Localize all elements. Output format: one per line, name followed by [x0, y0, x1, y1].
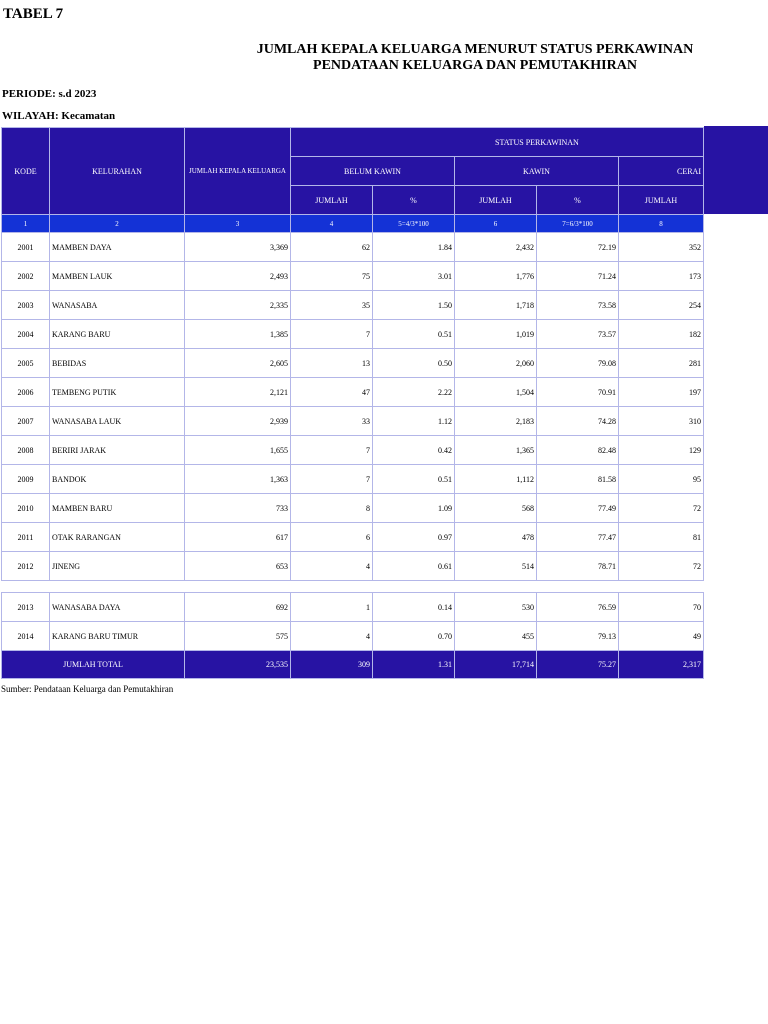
cerai-jumlah-cell: 72: [619, 494, 704, 523]
kawin-pct-header: %: [537, 186, 619, 215]
total-label: JUMLAH TOTAL: [2, 651, 185, 679]
kode-cell: 2005: [2, 349, 50, 378]
belum-kawin-pct-cell: 0.51: [373, 465, 455, 494]
jumlah-kk-cell: 733: [185, 494, 291, 523]
kode-cell: 2001: [2, 233, 50, 262]
total-kawin: 17,714: [455, 651, 537, 679]
kawin-pct-cell: 79.13: [537, 622, 619, 651]
jumlah-kk-cell: 1,363: [185, 465, 291, 494]
total-kawin-pct: 75.27: [537, 651, 619, 679]
index-cell: 6: [455, 215, 537, 233]
table-row: [2, 349, 704, 378]
table-number: TABEL 7: [3, 6, 64, 22]
kode-cell: 2012: [2, 552, 50, 581]
jumlah-kk-cell: 617: [185, 523, 291, 552]
cerai-jumlah-cell: 352: [619, 233, 704, 262]
total-row: [2, 651, 704, 679]
table-row: [2, 233, 704, 262]
total-belum-kawin-pct: 1.31: [373, 651, 455, 679]
kelurahan-cell: MAMBEN BARU: [50, 494, 185, 523]
kode-cell: 2006: [2, 378, 50, 407]
table-row: [2, 494, 704, 523]
data-table: [1, 127, 704, 679]
kelurahan-cell: BEBIDAS: [50, 349, 185, 378]
belum-kawin-jumlah-cell: 7: [291, 436, 373, 465]
kawin-pct-cell: 70.91: [537, 378, 619, 407]
row-spacer: [2, 581, 704, 593]
title-line-1: JUMLAH KEPALA KELUARGA MENURUT STATUS PERKAWINAN: [256, 42, 694, 57]
cerai-jumlah-cell: 310: [619, 407, 704, 436]
kode-cell: 2008: [2, 436, 50, 465]
belum-kawin-jumlah-cell: 4: [291, 622, 373, 651]
belum-kawin-jumlah-cell: 7: [291, 320, 373, 349]
belum-kawin-jumlah-cell: 47: [291, 378, 373, 407]
col-jumlah-kk-header: JUMLAH KEPALA KELUARGA: [185, 128, 291, 215]
kawin-pct-cell: 79.08: [537, 349, 619, 378]
kawin-jumlah-cell: 1,112: [455, 465, 537, 494]
belum-kawin-jumlah-cell: 8: [291, 494, 373, 523]
col-kode-header: KODE: [2, 128, 50, 215]
belum-kawin-jumlah-cell: 7: [291, 465, 373, 494]
index-cell: 8: [619, 215, 704, 233]
kode-cell: 2004: [2, 320, 50, 349]
table-row: [2, 465, 704, 494]
jumlah-kk-cell: 2,939: [185, 407, 291, 436]
kawin-jumlah-cell: 530: [455, 593, 537, 622]
kode-cell: 2013: [2, 593, 50, 622]
cerai-jumlah-cell: 49: [619, 622, 704, 651]
status-perkawinan-header: STATUS PERKAWINAN: [291, 128, 704, 157]
jumlah-kk-cell: 1,655: [185, 436, 291, 465]
cerai-header: CERAI: [619, 157, 704, 186]
kelurahan-cell: BERIRI JARAK: [50, 436, 185, 465]
total-belum-kawin: 309: [291, 651, 373, 679]
kode-cell: 2009: [2, 465, 50, 494]
table-row: [2, 291, 704, 320]
kode-cell: 2007: [2, 407, 50, 436]
kelurahan-cell: WANASABA LAUK: [50, 407, 185, 436]
header-extension-band: [704, 126, 768, 214]
jumlah-kk-cell: 2,121: [185, 378, 291, 407]
jumlah-kk-cell: 692: [185, 593, 291, 622]
belum-kawin-jumlah-header: JUMLAH: [291, 186, 373, 215]
index-cell: 3: [185, 215, 291, 233]
kawin-header: KAWIN: [455, 157, 619, 186]
spacer-cell: [2, 581, 704, 593]
kelurahan-cell: KARANG BARU TIMUR: [50, 622, 185, 651]
total-cerai: 2,317: [619, 651, 704, 679]
belum-kawin-pct-cell: 1.84: [373, 233, 455, 262]
jumlah-kk-cell: 2,605: [185, 349, 291, 378]
belum-kawin-pct-cell: 0.61: [373, 552, 455, 581]
kode-cell: 2011: [2, 523, 50, 552]
kawin-pct-cell: 82.48: [537, 436, 619, 465]
kawin-pct-cell: 77.49: [537, 494, 619, 523]
col-kelurahan-header: KELURAHAN: [50, 128, 185, 215]
cerai-jumlah-cell: 72: [619, 552, 704, 581]
kawin-pct-cell: 76.59: [537, 593, 619, 622]
cerai-jumlah-cell: 254: [619, 291, 704, 320]
jumlah-kk-cell: 1,385: [185, 320, 291, 349]
kawin-pct-cell: 77.47: [537, 523, 619, 552]
belum-kawin-jumlah-cell: 4: [291, 552, 373, 581]
jumlah-kk-cell: 2,335: [185, 291, 291, 320]
kelurahan-cell: JINENG: [50, 552, 185, 581]
belum-kawin-jumlah-cell: 33: [291, 407, 373, 436]
cerai-jumlah-cell: 70: [619, 593, 704, 622]
source-note: Sumber: Pendataan Keluarga dan Pemutakhiran: [1, 684, 174, 694]
kawin-jumlah-cell: 1,504: [455, 378, 537, 407]
kelurahan-cell: MAMBEN LAUK: [50, 262, 185, 291]
table-row: [2, 320, 704, 349]
belum-kawin-jumlah-cell: 6: [291, 523, 373, 552]
cerai-jumlah-cell: 173: [619, 262, 704, 291]
page-title: [230, 42, 720, 74]
kawin-pct-cell: 74.28: [537, 407, 619, 436]
table-row: [2, 593, 704, 622]
belum-kawin-pct-header: %: [373, 186, 455, 215]
table-row: [2, 407, 704, 436]
kawin-jumlah-cell: 455: [455, 622, 537, 651]
total-jumlah-kk: 23,535: [185, 651, 291, 679]
kawin-jumlah-cell: 1,776: [455, 262, 537, 291]
table-body: [2, 233, 704, 679]
table-row: [2, 436, 704, 465]
belum-kawin-pct-cell: 1.50: [373, 291, 455, 320]
kawin-jumlah-cell: 514: [455, 552, 537, 581]
kelurahan-cell: OTAK RARANGAN: [50, 523, 185, 552]
belum-kawin-header: BELUM KAWIN: [291, 157, 455, 186]
kelurahan-cell: WANASABA DAYA: [50, 593, 185, 622]
index-cell: 4: [291, 215, 373, 233]
kawin-jumlah-cell: 568: [455, 494, 537, 523]
kode-cell: 2010: [2, 494, 50, 523]
belum-kawin-pct-cell: 2.22: [373, 378, 455, 407]
belum-kawin-pct-cell: 0.70: [373, 622, 455, 651]
kawin-jumlah-cell: 2,060: [455, 349, 537, 378]
kawin-pct-cell: 73.57: [537, 320, 619, 349]
belum-kawin-pct-cell: 1.09: [373, 494, 455, 523]
table-row: [2, 378, 704, 407]
kawin-jumlah-cell: 1,718: [455, 291, 537, 320]
kawin-pct-cell: 78.71: [537, 552, 619, 581]
table-row: [2, 552, 704, 581]
belum-kawin-pct-cell: 0.14: [373, 593, 455, 622]
index-cell: 2: [50, 215, 185, 233]
kawin-pct-cell: 73.58: [537, 291, 619, 320]
kelurahan-cell: MAMBEN DAYA: [50, 233, 185, 262]
kode-cell: 2014: [2, 622, 50, 651]
kelurahan-cell: BANDOK: [50, 465, 185, 494]
kode-cell: 2002: [2, 262, 50, 291]
table-row: [2, 262, 704, 291]
belum-kawin-pct-cell: 3.01: [373, 262, 455, 291]
cerai-jumlah-cell: 95: [619, 465, 704, 494]
kode-cell: 2003: [2, 291, 50, 320]
jumlah-kk-cell: 3,369: [185, 233, 291, 262]
table-row: [2, 523, 704, 552]
kelurahan-cell: TEMBENG PUTIK: [50, 378, 185, 407]
belum-kawin-pct-cell: 0.51: [373, 320, 455, 349]
index-cell: 7=6/3*100: [537, 215, 619, 233]
jumlah-kk-cell: 575: [185, 622, 291, 651]
cerai-jumlah-cell: 197: [619, 378, 704, 407]
periode-label: PERIODE: s.d 2023: [2, 88, 97, 100]
kawin-pct-cell: 81.58: [537, 465, 619, 494]
kelurahan-cell: WANASABA: [50, 291, 185, 320]
belum-kawin-jumlah-cell: 13: [291, 349, 373, 378]
belum-kawin-jumlah-cell: 1: [291, 593, 373, 622]
cerai-jumlah-cell: 129: [619, 436, 704, 465]
title-line-2: PENDATAAN KELUARGA DAN PEMUTAKHIRAN: [313, 58, 637, 73]
belum-kawin-jumlah-cell: 35: [291, 291, 373, 320]
belum-kawin-jumlah-cell: 75: [291, 262, 373, 291]
kawin-pct-cell: 72.19: [537, 233, 619, 262]
belum-kawin-pct-cell: 1.12: [373, 407, 455, 436]
wilayah-label: WILAYAH: Kecamatan: [2, 110, 116, 122]
kelurahan-cell: KARANG BARU: [50, 320, 185, 349]
belum-kawin-pct-cell: 0.97: [373, 523, 455, 552]
belum-kawin-pct-cell: 0.50: [373, 349, 455, 378]
cerai-jumlah-cell: 281: [619, 349, 704, 378]
index-cell: 5=4/3*100: [373, 215, 455, 233]
cerai-jumlah-header: JUMLAH: [619, 186, 704, 215]
table-row: [2, 622, 704, 651]
kawin-jumlah-cell: 478: [455, 523, 537, 552]
index-cell: 1: [2, 215, 50, 233]
kawin-pct-cell: 71.24: [537, 262, 619, 291]
jumlah-kk-cell: 653: [185, 552, 291, 581]
cerai-jumlah-cell: 182: [619, 320, 704, 349]
belum-kawin-pct-cell: 0.42: [373, 436, 455, 465]
kawin-jumlah-header: JUMLAH: [455, 186, 537, 215]
kawin-jumlah-cell: 2,183: [455, 407, 537, 436]
belum-kawin-jumlah-cell: 62: [291, 233, 373, 262]
cerai-jumlah-cell: 81: [619, 523, 704, 552]
kawin-jumlah-cell: 2,432: [455, 233, 537, 262]
kawin-jumlah-cell: 1,365: [455, 436, 537, 465]
jumlah-kk-cell: 2,493: [185, 262, 291, 291]
kawin-jumlah-cell: 1,019: [455, 320, 537, 349]
